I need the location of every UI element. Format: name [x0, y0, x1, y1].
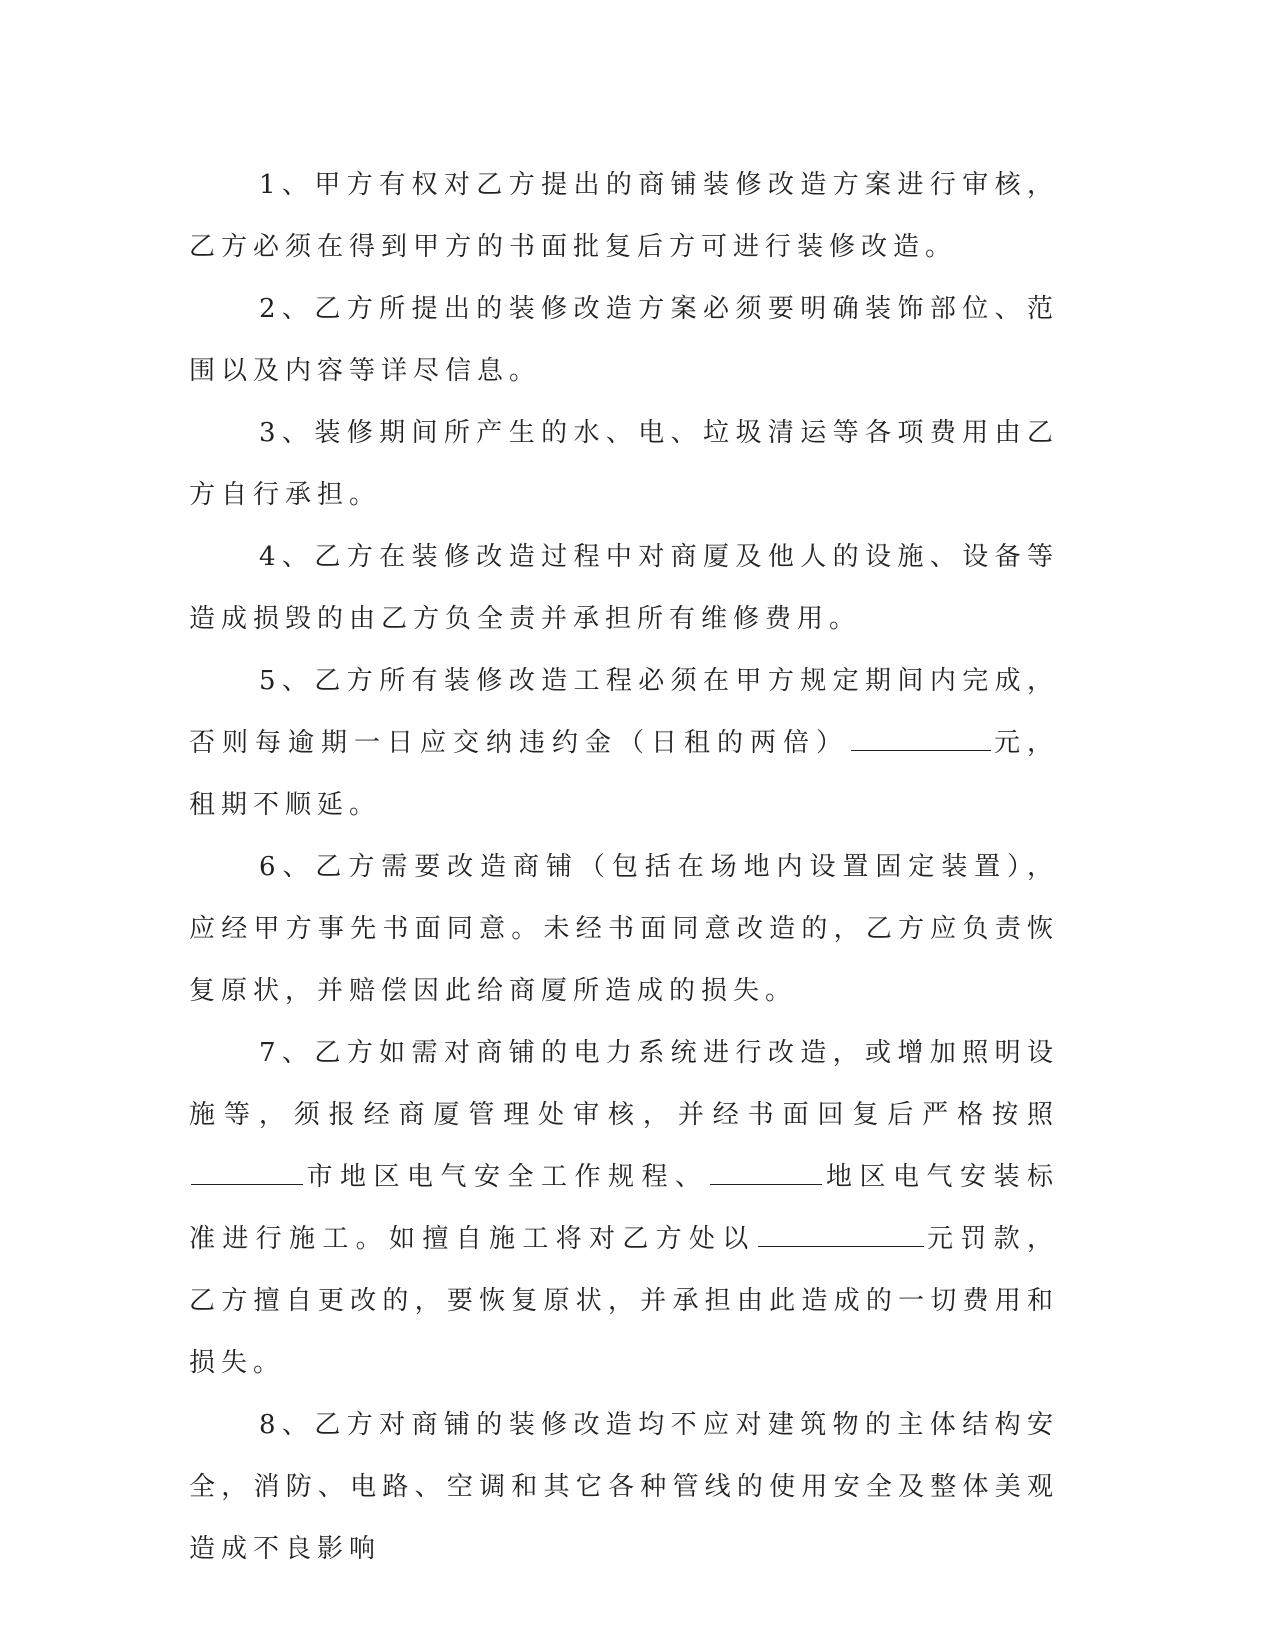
fine-amount-blank [758, 1216, 924, 1247]
region-name-blank [710, 1154, 822, 1185]
clause-4: 4、乙方在装修改造过程中对商厦及他人的设施、设备等造成损毁的由乙方负全责并承担所有维修费用。 [189, 542, 1059, 634]
clause-7 [189, 1022, 1059, 1394]
clause-3: 3、装修期间所产生的水、电、垃圾清运等各项费用由乙方自行承担。 [189, 418, 1059, 510]
clause-5-text-before: 5、乙方所有装修改造工程必须在甲方规定期间内完成，否则每逾期一日应交纳违约金（日租的两倍） [189, 666, 1059, 758]
clause-5 [189, 650, 1059, 836]
penalty-amount-blank [851, 720, 991, 751]
clause-2: 2、乙方所提出的装修改造方案必须要明确装饰部位、范围以及内容等详尽信息。 [189, 294, 1059, 386]
clause-7-text-part1: 7、乙方如需对商铺的电力系统进行改造，或增加照明设施等，须报经商厦管理处审核，并经书面回复后严格按照 [189, 1038, 1059, 1130]
document-body [189, 154, 1059, 1580]
clause-7-text-part4: 元罚款，乙方擅自更改的，要恢复原状，并承担由此造成的一切费用和损失。 [189, 1224, 1059, 1378]
clause-5-text-after: 元，租期不顺延。 [189, 728, 1059, 820]
clause-8: 8、乙方对商铺的装修改造均不应对建筑物的主体结构安全，消防、电路、空调和其它各种管线的使用安全及整体美观造成不良影响 [189, 1410, 1059, 1564]
clause-7-text-part2: 市地区电气安全工作规程、 [305, 1162, 709, 1192]
clause-6: 6、乙方需要改造商铺（包括在场地内设置固定装置），应经甲方事先书面同意。未经书面同意改造的，乙方应负责恢复原状，并赔偿因此给商厦所造成的损失。 [189, 852, 1059, 1006]
city-name-blank [191, 1154, 303, 1185]
clause-7-text-part3: 地区电气安装标准进行施工。如擅自施工将对乙方处以 [189, 1162, 1059, 1254]
clause-1: 1、甲方有权对乙方提出的商铺装修改造方案进行审核，乙方必须在得到甲方的书面批复后方可进行装修改造。 [189, 170, 1059, 262]
